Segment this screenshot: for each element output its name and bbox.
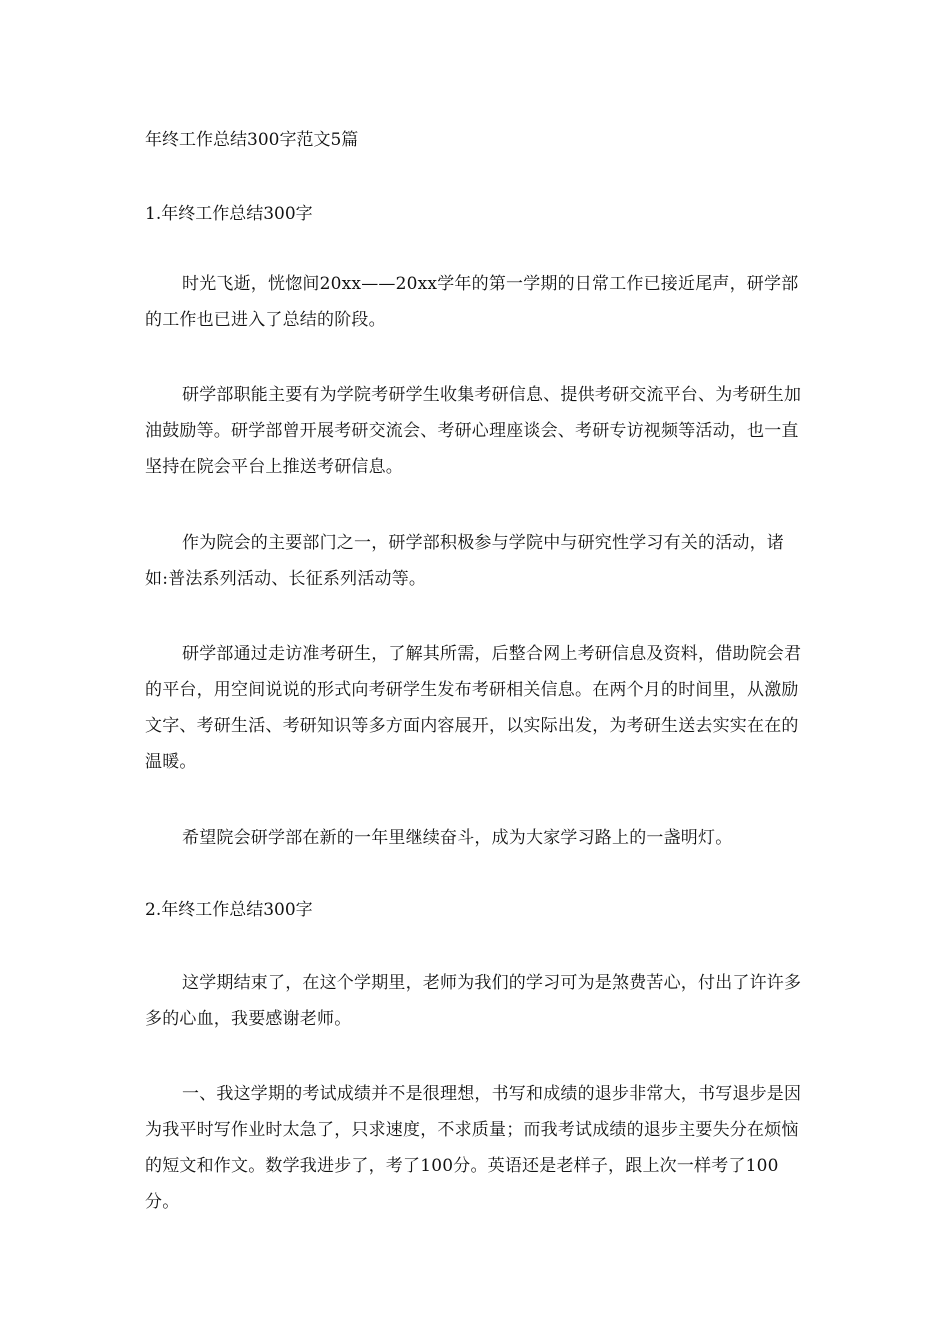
section-1-paragraph-5: 希望院会研学部在新的一年里继续奋斗，成为大家学习路上的一盏明灯。 xyxy=(182,828,733,848)
section-2-paragraph-2: 一、我这学期的考试成绩并不是很理想，书写和成绩的退步非常大，书写退步是因为我平时写作业时太急了，只求速度，不求质量；而我考试成绩的退步主要失分在烦恼的短文和作文。数学我进步了，考了100分。英语还是老样子，跟上次一样考了100分。 xyxy=(145,1084,802,1212)
section-1-paragraph-2: 研学部职能主要有为学院考研学生收集考研信息、提供考研交流平台、为考研生加油鼓励等。研学部曾开展考研交流会、考研心理座谈会、考研专访视频等活动，也一直坚持在院会平台上推送考研信息。 xyxy=(145,385,802,477)
section-heading-1: 1.年终工作总结300字 xyxy=(145,204,313,224)
section-1-paragraph-3: 作为院会的主要部门之一，研学部积极参与学院中与研究性学习有关的活动，诸如:普法系列活动、长征系列活动等。 xyxy=(145,533,784,589)
section-2-paragraph-1: 这学期结束了，在这个学期里，老师为我们的学习可为是煞费苦心，付出了许许多多的心血，我要感谢老师。 xyxy=(145,973,802,1029)
section-heading-2: 2.年终工作总结300字 xyxy=(145,900,313,920)
section-1-paragraph-1: 时光飞逝，恍惚间20xx——20xx学年的第一学期的日常工作已接近尾声，研学部的工作也已进入了总结的阶段。 xyxy=(145,274,799,330)
document-title: 年终工作总结300字范文5篇 xyxy=(145,130,359,150)
section-1-paragraph-4: 研学部通过走访准考研生，了解其所需，后整合网上考研信息及资料，借助院会君的平台，用空间说说的形式向考研学生发布考研相关信息。在两个月的时间里，从激励文字、考研生活、考研知识等多方面内容展开，以实际出发，为考研生送去实实在在的温暖。 xyxy=(145,644,802,772)
